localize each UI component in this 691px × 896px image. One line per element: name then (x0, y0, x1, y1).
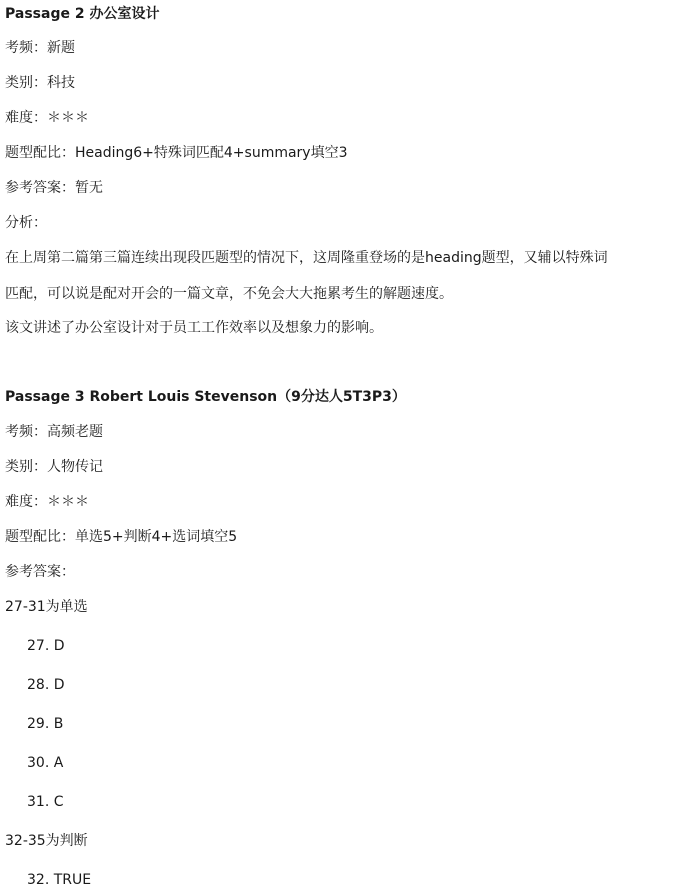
passage3-title: Passage 3 Robert Louis Stevenson（9分达人5T3P3） (5, 389, 406, 405)
answer-group-label: 32-35为判断 (5, 833, 88, 849)
answer-item: 32. TRUE (27, 872, 92, 888)
answer-item: 27. D (27, 638, 65, 654)
passage3-frequency: 考频：高频老题 (5, 424, 103, 440)
passage2-analysis-line2: 匹配，可以说是配对开会的一篇文章，不免会大大拖累考生的解题速度。 (5, 286, 453, 302)
passage2-frequency: 考频：新题 (5, 40, 75, 56)
passage3-question-types: 题型配比：单选5+判断4+选词填空5 (5, 529, 238, 545)
answer-item: 29. B (27, 716, 64, 732)
answer-item: 30. A (27, 755, 64, 771)
answer-item: 28. D (27, 677, 65, 693)
passage2-title: Passage 2 办公室设计 (5, 6, 160, 22)
answer-item: 31. C (27, 794, 64, 810)
passage2-difficulty: 难度：＊＊＊ (5, 110, 89, 126)
passage2-question-types: 题型配比：Heading6+特殊词匹配4+summary填空3 (5, 145, 348, 161)
passage2-answer: 参考答案：暂无 (5, 180, 103, 196)
passage3-answer-label: 参考答案： (5, 564, 75, 580)
passage2-category: 类别：科技 (5, 75, 75, 91)
passage3-difficulty: 难度：＊＊＊ (5, 494, 89, 510)
passage2-analysis-label: 分析： (5, 215, 47, 231)
passage2-analysis-line3: 该文讲述了办公室设计对于员工工作效率以及想象力的影响。 (5, 320, 383, 336)
passage2-analysis-line1: 在上周第二篇第三篇连续出现段匹题型的情况下，这周隆重登场的是heading题型，又辅以特殊词 (5, 250, 608, 266)
answer-group-label: 27-31为单选 (5, 599, 88, 615)
passage3-category: 类别：人物传记 (5, 459, 103, 475)
